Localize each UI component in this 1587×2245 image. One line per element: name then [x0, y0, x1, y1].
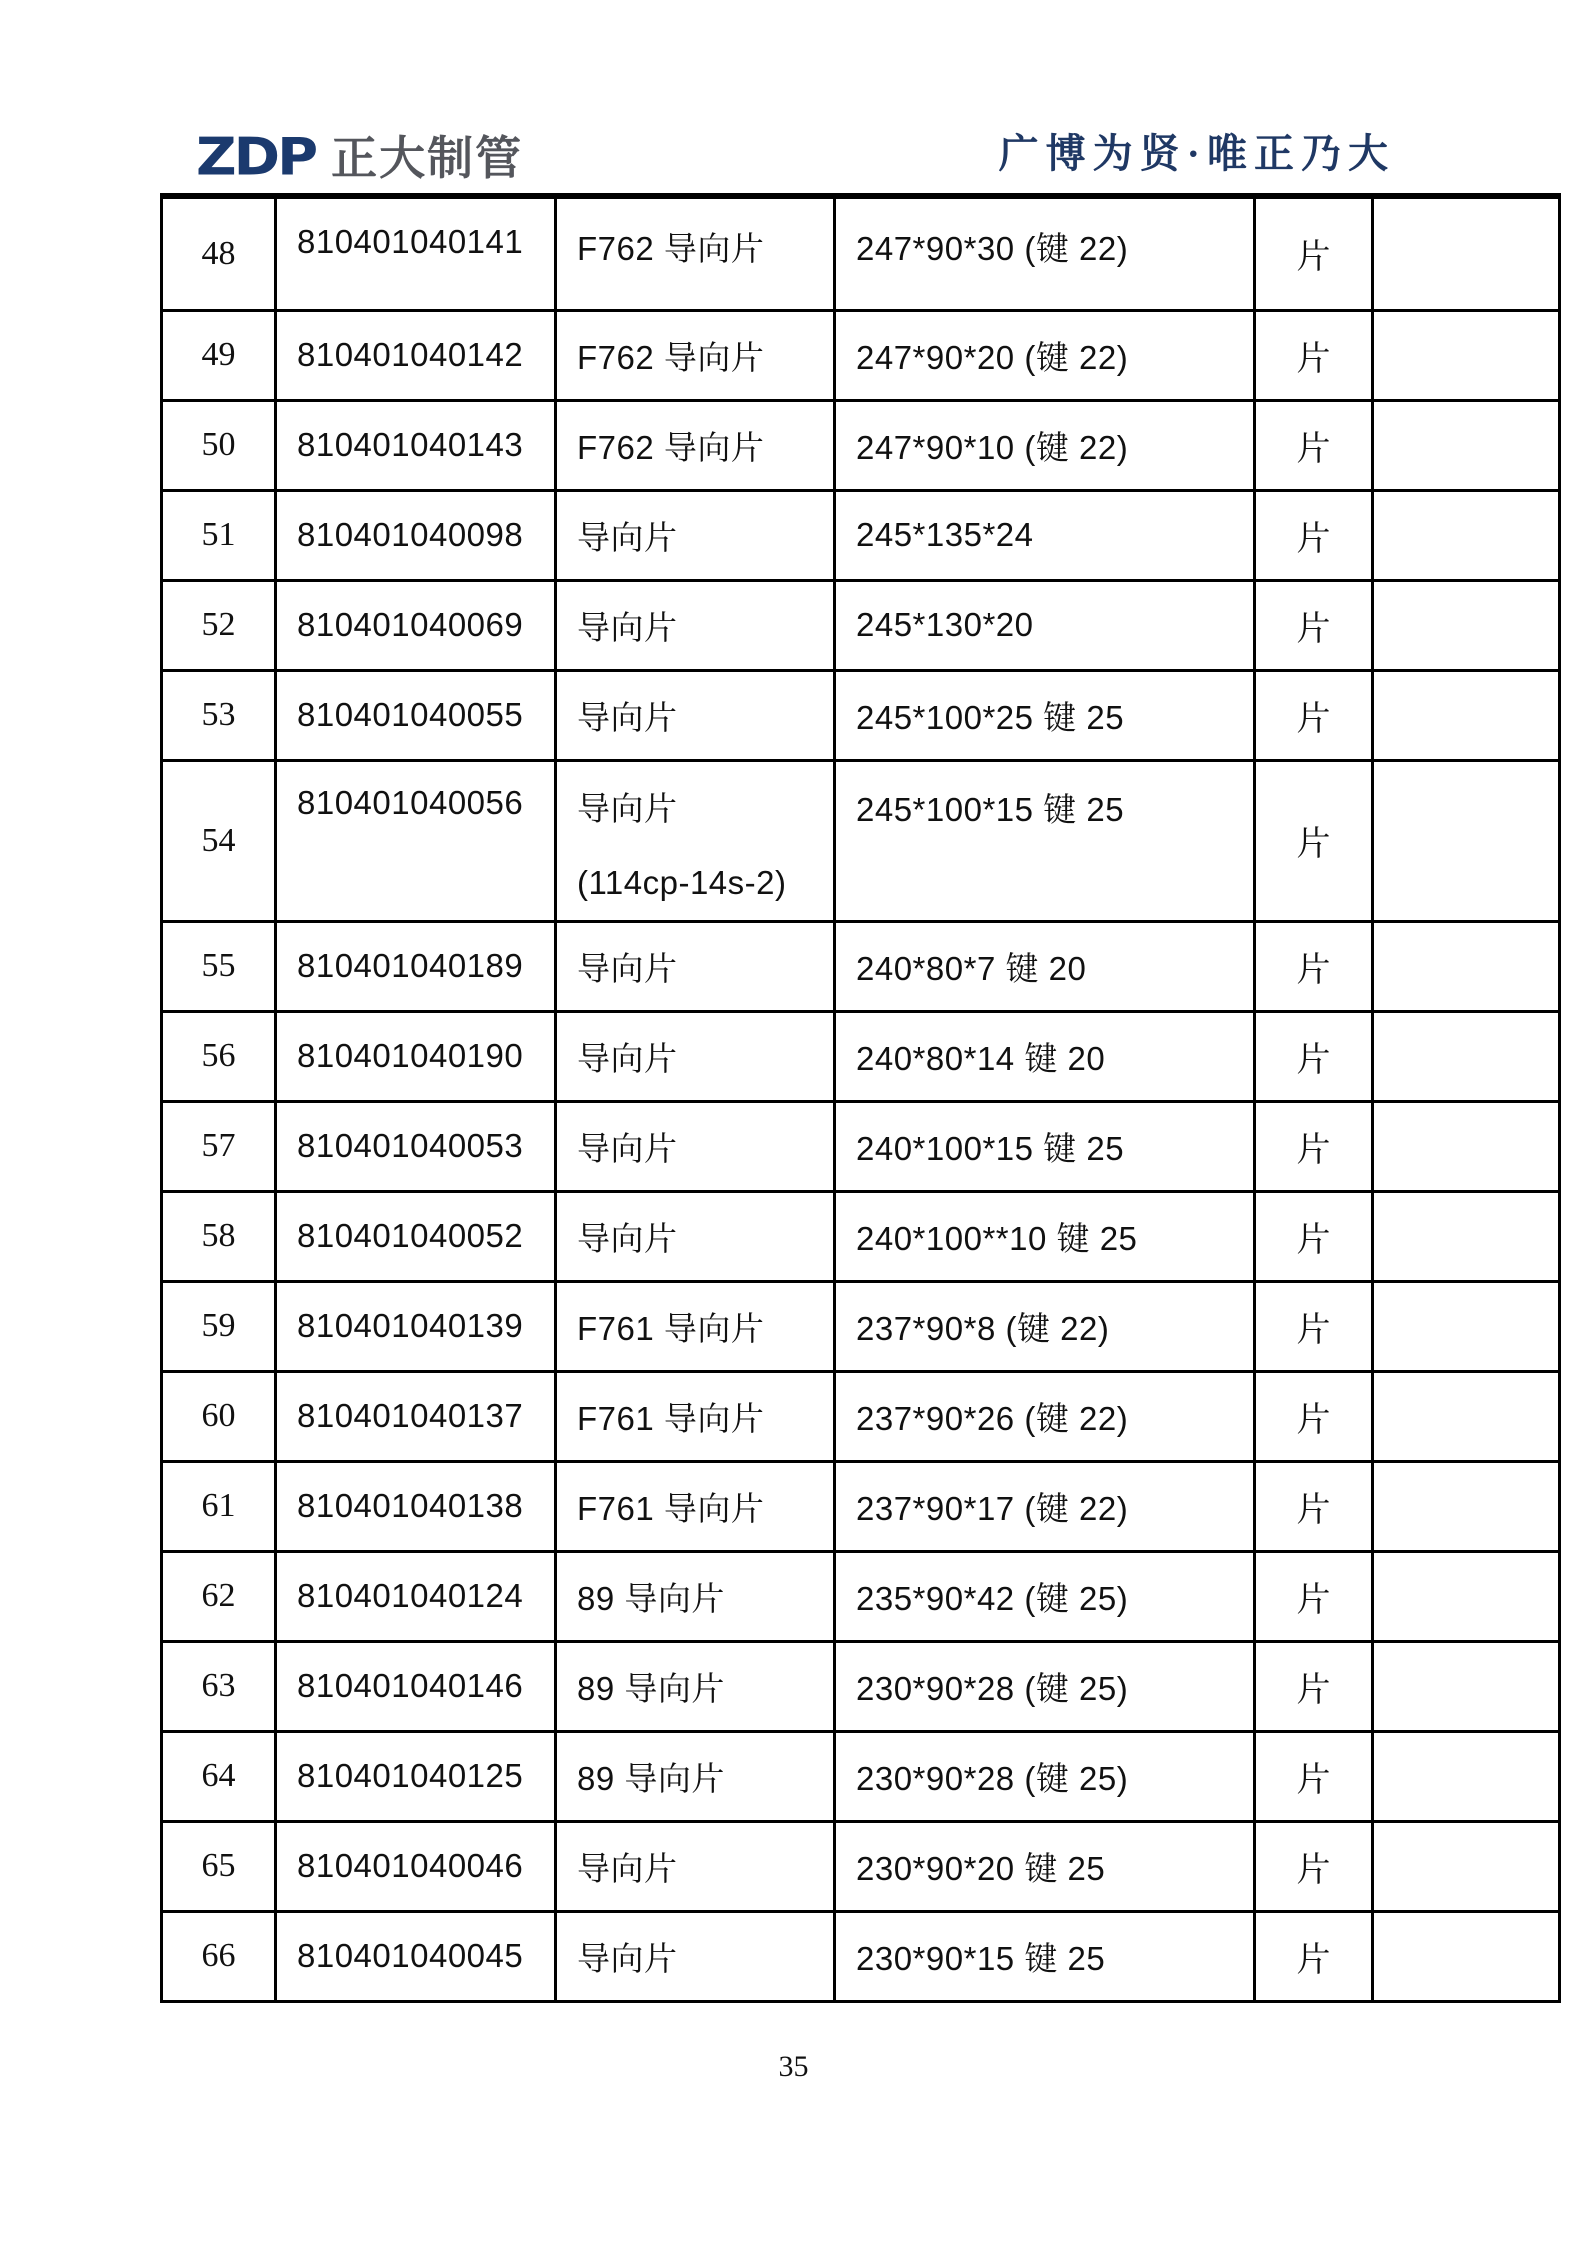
empty-cell [1373, 1821, 1560, 1911]
part-unit-cell [1255, 670, 1373, 760]
part-name: 导向片 [577, 518, 678, 556]
row-number: 58 [201, 1217, 236, 1254]
part-code: 810401040052 [297, 1217, 524, 1254]
row-number: 50 [201, 426, 236, 463]
table-row [162, 1101, 1560, 1191]
part-spec-cell [835, 670, 1255, 760]
row-number-cell [162, 1731, 276, 1821]
table-row [162, 580, 1560, 670]
part-spec-cell [835, 490, 1255, 580]
part-name: 导向片 [577, 1129, 678, 1167]
part-spec: 237*90*17 (键 22) [856, 1489, 1129, 1527]
part-unit: 片 [1296, 826, 1331, 863]
part-unit: 片 [1296, 1941, 1331, 1979]
part-unit: 片 [1296, 1491, 1331, 1529]
part-name-cell [556, 1731, 835, 1821]
part-spec: 230*90*28 (键 25) [856, 1669, 1129, 1707]
empty-cell [1373, 1011, 1560, 1101]
part-unit: 片 [1296, 1311, 1331, 1349]
row-number: 54 [201, 821, 236, 859]
table-row [162, 670, 1560, 760]
part-name: F761 导向片 [577, 1309, 765, 1347]
part-code-cell [276, 196, 556, 310]
part-spec: 245*135*24 [856, 516, 1034, 553]
part-unit: 片 [1296, 1221, 1331, 1259]
part-spec: 235*90*42 (键 25) [856, 1579, 1129, 1617]
row-number-cell [162, 1461, 276, 1551]
row-number: 65 [201, 1847, 236, 1884]
part-name: 导向片 [577, 1939, 678, 1977]
part-code-cell [276, 1371, 556, 1461]
table-row [162, 400, 1560, 490]
row-number-cell [162, 1011, 276, 1101]
part-spec: 240*80*7 键 20 [856, 949, 1087, 987]
empty-cell [1373, 1281, 1560, 1371]
part-spec-cell [835, 1461, 1255, 1551]
part-spec: 237*90*26 (键 22) [856, 1399, 1129, 1437]
part-unit: 片 [1296, 1671, 1331, 1709]
part-code: 810401040189 [297, 947, 524, 984]
part-code: 810401040069 [297, 606, 524, 643]
row-number: 60 [201, 1397, 236, 1434]
table-row [162, 1821, 1560, 1911]
row-number: 63 [201, 1667, 236, 1704]
part-code: 810401040138 [297, 1487, 524, 1524]
table-row [162, 196, 1560, 310]
part-unit-cell [1255, 580, 1373, 670]
part-code-cell [276, 1551, 556, 1641]
part-code: 810401040056 [297, 783, 524, 821]
part-name-cell [556, 1281, 835, 1371]
part-spec: 240*100**10 键 25 [856, 1219, 1138, 1257]
part-code-cell [276, 1461, 556, 1551]
part-name-cell [556, 1101, 835, 1191]
row-number: 52 [201, 606, 236, 643]
part-spec: 230*90*15 键 25 [856, 1939, 1106, 1977]
part-name-cell [556, 490, 835, 580]
part-name: 导向片 [577, 1219, 678, 1257]
empty-cell [1373, 310, 1560, 400]
table-row [162, 921, 1560, 1011]
part-code: 810401040190 [297, 1037, 524, 1074]
empty-cell [1373, 1551, 1560, 1641]
part-unit-cell [1255, 310, 1373, 400]
table-row [162, 310, 1560, 400]
part-code-cell [276, 670, 556, 760]
part-code-cell [276, 1191, 556, 1281]
part-name-cell [556, 1551, 835, 1641]
part-spec: 230*90*28 (键 25) [856, 1759, 1129, 1797]
table-row [162, 490, 1560, 580]
part-code: 810401040125 [297, 1757, 524, 1794]
part-name: 导向片 [577, 608, 678, 646]
table-row [162, 1191, 1560, 1281]
table-row [162, 1281, 1560, 1371]
part-unit-cell [1255, 1461, 1373, 1551]
part-unit-cell [1255, 400, 1373, 490]
row-number: 57 [201, 1127, 236, 1164]
part-name: 导向片 [577, 949, 678, 987]
part-code-cell [276, 921, 556, 1011]
part-spec-cell [835, 196, 1255, 310]
part-spec: 237*90*8 (键 22) [856, 1309, 1110, 1347]
row-number-cell [162, 1101, 276, 1191]
row-number-cell [162, 196, 276, 310]
part-code: 810401040142 [297, 336, 524, 373]
part-name: 89 导向片 [577, 1669, 725, 1707]
part-code-cell [276, 1731, 556, 1821]
part-unit: 片 [1296, 1761, 1331, 1799]
empty-cell [1373, 1911, 1560, 2001]
part-code: 810401040098 [297, 516, 524, 553]
row-number-cell [162, 670, 276, 760]
part-code-cell [276, 760, 556, 921]
part-code-cell [276, 580, 556, 670]
part-name: F761 导向片 [577, 1489, 765, 1527]
row-number-cell [162, 1191, 276, 1281]
row-number-cell [162, 1371, 276, 1461]
part-unit: 片 [1296, 1041, 1331, 1079]
part-name-cell [556, 196, 835, 310]
row-number: 59 [201, 1307, 236, 1344]
row-number: 62 [201, 1577, 236, 1614]
part-spec: 240*100*15 键 25 [856, 1129, 1125, 1167]
part-unit-cell [1255, 1551, 1373, 1641]
part-code-cell [276, 1821, 556, 1911]
part-spec-cell [835, 760, 1255, 921]
part-code-cell [276, 490, 556, 580]
part-unit: 片 [1296, 1851, 1331, 1889]
row-number-cell [162, 400, 276, 490]
part-spec: 240*80*14 键 20 [856, 1039, 1106, 1077]
table-row [162, 1641, 1560, 1731]
empty-cell [1373, 196, 1560, 310]
table-row [162, 1011, 1560, 1101]
part-unit: 片 [1296, 700, 1331, 738]
empty-cell [1373, 1191, 1560, 1281]
table-row [162, 760, 1560, 921]
part-unit: 片 [1296, 1131, 1331, 1169]
part-name: F762 导向片 [577, 428, 765, 466]
part-spec: 245*100*25 键 25 [856, 698, 1125, 736]
empty-cell [1373, 921, 1560, 1011]
part-spec-cell [835, 1011, 1255, 1101]
company-logo [196, 127, 524, 188]
row-number-cell [162, 921, 276, 1011]
part-code: 810401040139 [297, 1307, 524, 1344]
part-unit: 片 [1296, 610, 1331, 648]
part-code: 810401040124 [297, 1577, 524, 1614]
table-row [162, 1731, 1560, 1821]
part-name: 导向片 [577, 698, 678, 736]
part-name-cell [556, 1371, 835, 1461]
empty-cell [1373, 1461, 1560, 1551]
empty-cell [1373, 1731, 1560, 1821]
row-number-cell [162, 580, 276, 670]
logo-company-name: 正大制管 [331, 131, 524, 185]
part-unit-cell [1255, 196, 1373, 310]
part-unit: 片 [1296, 951, 1331, 989]
part-spec-cell [835, 1551, 1255, 1641]
logo-zdp-text: ZDP [196, 127, 316, 188]
part-code-cell [276, 1101, 556, 1191]
part-code: 810401040045 [297, 1937, 524, 1974]
part-unit-cell [1255, 1911, 1373, 2001]
row-number: 66 [201, 1937, 236, 1974]
part-name-cell [556, 1011, 835, 1101]
part-name-cell [556, 400, 835, 490]
row-number-cell [162, 1281, 276, 1371]
part-name: F762 导向片 [577, 230, 765, 267]
part-name-cell [556, 310, 835, 400]
part-name: 89 导向片 [577, 1579, 725, 1617]
parts-table [160, 193, 1561, 2003]
part-code: 810401040137 [297, 1397, 524, 1434]
part-name: 89 导向片 [577, 1759, 725, 1797]
empty-cell [1373, 760, 1560, 921]
table-row [162, 1911, 1560, 2001]
empty-cell [1373, 580, 1560, 670]
part-code-cell [276, 1911, 556, 2001]
part-name-cell [556, 1191, 835, 1281]
row-number-cell [162, 1911, 276, 2001]
empty-cell [1373, 1641, 1560, 1731]
row-number-cell [162, 490, 276, 580]
part-code: 810401040146 [297, 1667, 524, 1704]
part-spec-cell [835, 1281, 1255, 1371]
empty-cell [1373, 1101, 1560, 1191]
part-code: 810401040141 [297, 223, 524, 260]
empty-cell [1373, 490, 1560, 580]
table-row [162, 1551, 1560, 1641]
table-row [162, 1371, 1560, 1461]
part-name: 导向片 [577, 1849, 678, 1887]
part-spec-cell [835, 400, 1255, 490]
part-unit-cell [1255, 490, 1373, 580]
part-spec-cell [835, 580, 1255, 670]
row-number: 53 [201, 696, 236, 733]
company-motto: 广博为贤·唯正乃大 [998, 131, 1395, 176]
part-code: 810401040055 [297, 696, 524, 733]
part-name-cell [556, 1911, 835, 2001]
part-unit: 片 [1296, 1401, 1331, 1439]
row-number: 64 [201, 1757, 236, 1794]
part-spec-cell [835, 1191, 1255, 1281]
part-name-cell [556, 1821, 835, 1911]
part-unit: 片 [1296, 520, 1331, 558]
part-spec-cell [835, 1911, 1255, 2001]
part-unit-cell [1255, 1281, 1373, 1371]
part-unit-cell [1255, 1371, 1373, 1461]
part-unit-cell [1255, 1191, 1373, 1281]
row-number: 48 [201, 234, 236, 272]
row-number-cell [162, 1641, 276, 1731]
row-number: 55 [201, 947, 236, 984]
part-name-cell [556, 1641, 835, 1731]
part-unit: 片 [1296, 340, 1331, 378]
row-number-cell [162, 760, 276, 921]
part-spec: 247*90*30 (键 22) [856, 230, 1129, 267]
part-code-cell [276, 310, 556, 400]
row-number: 56 [201, 1037, 236, 1074]
part-name-cell [556, 1461, 835, 1551]
part-name-cell [556, 760, 835, 921]
part-spec-cell [835, 310, 1255, 400]
empty-cell [1373, 1371, 1560, 1461]
part-code-cell [276, 1641, 556, 1731]
part-name: F761 导向片 [577, 1399, 765, 1437]
part-unit-cell [1255, 1731, 1373, 1821]
row-number-cell [162, 310, 276, 400]
part-unit-cell [1255, 1101, 1373, 1191]
part-code-cell [276, 400, 556, 490]
row-number-cell [162, 1821, 276, 1911]
part-code-cell [276, 1281, 556, 1371]
part-spec-cell [835, 1731, 1255, 1821]
part-spec-cell [835, 1821, 1255, 1911]
part-name-cell [556, 921, 835, 1011]
part-unit: 片 [1296, 430, 1331, 468]
page-number: 35 [778, 2050, 809, 2083]
part-spec-cell [835, 1101, 1255, 1191]
part-spec-cell [835, 1371, 1255, 1461]
part-name: 导向片 [577, 1039, 678, 1077]
part-code-cell [276, 1011, 556, 1101]
part-code: 810401040053 [297, 1127, 524, 1164]
part-unit-cell [1255, 1821, 1373, 1911]
part-unit-cell [1255, 921, 1373, 1011]
table-row [162, 1461, 1560, 1551]
part-spec-cell [835, 1641, 1255, 1731]
part-spec: 230*90*20 键 25 [856, 1849, 1106, 1887]
part-name-line2: (114cp-14s-2) [577, 863, 787, 901]
part-spec: 245*100*15 键 25 [856, 790, 1125, 828]
part-unit-cell [1255, 1011, 1373, 1101]
part-spec-cell [835, 921, 1255, 1011]
part-spec: 247*90*20 (键 22) [856, 338, 1129, 376]
part-unit-cell [1255, 760, 1373, 921]
part-name-cell [556, 670, 835, 760]
empty-cell [1373, 400, 1560, 490]
part-spec: 245*130*20 [856, 606, 1034, 643]
row-number: 51 [201, 516, 236, 553]
part-unit: 片 [1296, 1581, 1331, 1619]
row-number: 61 [201, 1487, 236, 1524]
part-code: 810401040143 [297, 426, 524, 463]
part-code: 810401040046 [297, 1847, 524, 1884]
empty-cell [1373, 670, 1560, 760]
part-unit: 片 [1296, 239, 1331, 277]
part-name-cell [556, 580, 835, 670]
part-name: 导向片 [577, 789, 678, 827]
row-number-cell [162, 1551, 276, 1641]
part-name: F762 导向片 [577, 338, 765, 376]
part-spec: 247*90*10 (键 22) [856, 428, 1129, 466]
row-number: 49 [201, 336, 236, 373]
part-unit-cell [1255, 1641, 1373, 1731]
